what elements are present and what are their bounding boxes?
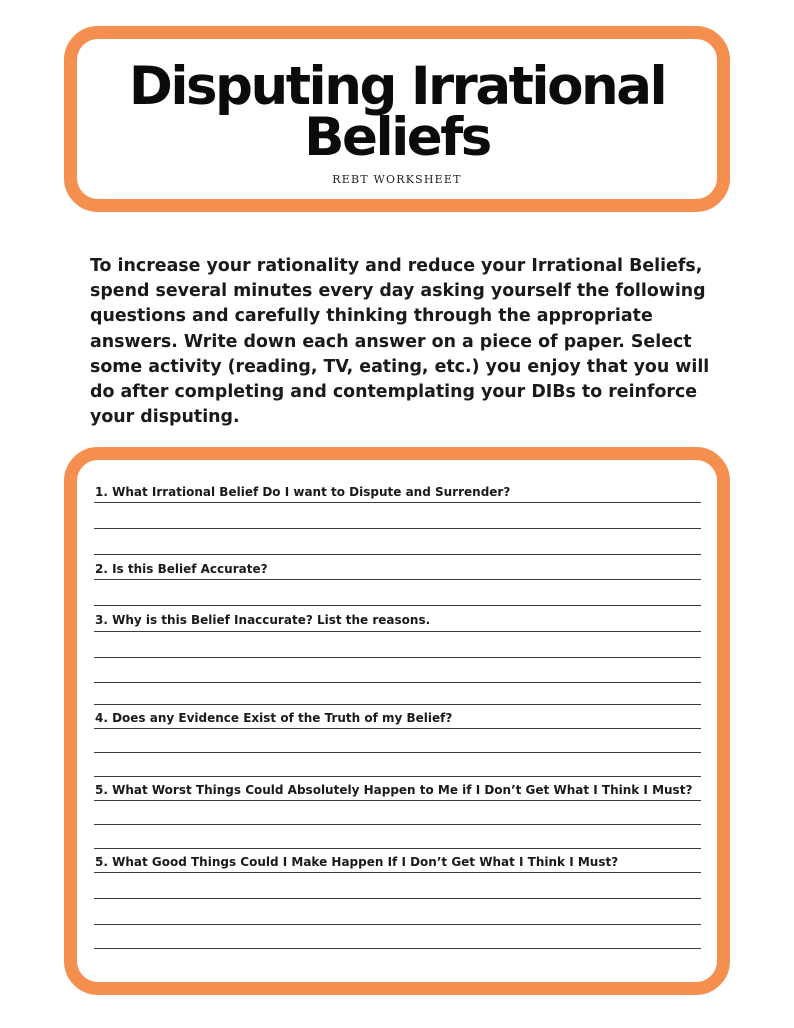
question-6-label: 5. What Good Things Could I Make Happen If I Don’t Get What I Think I Must? <box>95 855 619 869</box>
answer-line[interactable] <box>94 898 701 899</box>
answer-line[interactable] <box>94 502 701 503</box>
title-banner <box>64 26 730 212</box>
worksheet-subtitle: REBT WORKSHEET <box>332 173 462 186</box>
page-title: Disputing Irrational Beliefs <box>128 56 666 168</box>
answer-line[interactable] <box>94 528 701 529</box>
answer-line[interactable] <box>94 728 701 729</box>
answer-line[interactable] <box>94 554 701 555</box>
answer-line[interactable] <box>94 776 701 777</box>
answer-line[interactable] <box>94 948 701 949</box>
answer-line[interactable] <box>94 872 701 873</box>
answer-line[interactable] <box>94 848 701 849</box>
answer-line[interactable] <box>94 579 701 580</box>
answer-line[interactable] <box>94 605 701 606</box>
answer-line[interactable] <box>94 704 701 705</box>
question-2-label: 2. Is this Belief Accurate? <box>95 562 268 576</box>
answer-line[interactable] <box>94 682 701 683</box>
answer-line[interactable] <box>94 657 701 658</box>
answer-line[interactable] <box>94 752 701 753</box>
answer-line[interactable] <box>94 924 701 925</box>
question-1-label: 1. What Irrational Belief Do I want to Dispute and Surrender? <box>95 485 511 499</box>
question-4-label: 4. Does any Evidence Exist of the Truth of my Belief? <box>95 711 453 725</box>
question-5-label: 5. What Worst Things Could Absolutely Happen to Me if I Don’t Get What I Think I Must? <box>95 783 693 797</box>
intro-paragraph: To increase your rationality and reduce your Irrational Beliefs, spend several minutes every day asking yourself the following questions and carefully thinking through the appropriate answers. Write down each answer on a piece of paper. Select some activity (reading, TV, eating, etc.) you enjoy that you will do after completing and contemplating your DIBs to reinforce your disputing. <box>90 256 710 428</box>
answer-line[interactable] <box>94 800 701 801</box>
answer-line[interactable] <box>94 631 701 632</box>
question-3-label: 3. Why is this Belief Inaccurate? List the reasons. <box>95 613 431 627</box>
answer-line[interactable] <box>94 824 701 825</box>
